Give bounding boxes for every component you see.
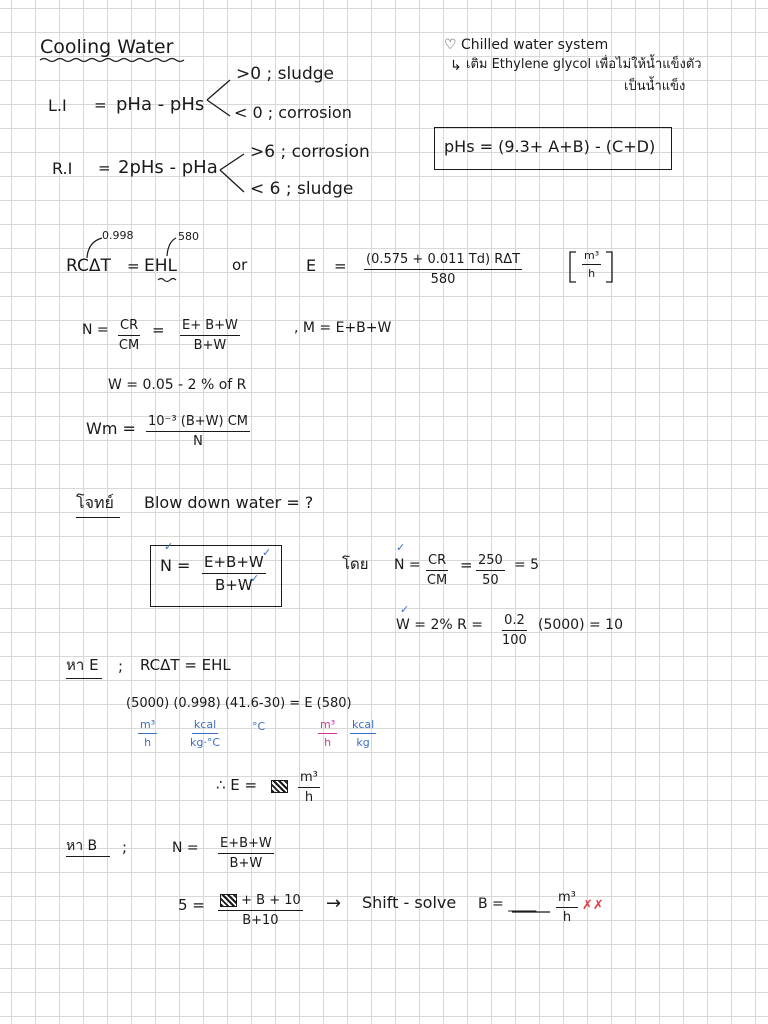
find-b-den: B+W xyxy=(229,856,263,871)
boxed-n-den: B+W xyxy=(215,576,253,594)
given-eq: = xyxy=(460,556,473,574)
boxed-n-label: N = xyxy=(160,556,191,575)
w-equation: W = 0.05 - 2 % of R xyxy=(108,377,247,393)
unit-cp-num: kcal xyxy=(192,718,218,734)
unit-hl-den: kg xyxy=(356,736,370,749)
wm-numerator: 10⁻³ (B+W) CM xyxy=(146,414,250,432)
given-w-den: 100 xyxy=(502,633,527,648)
chilled-water-line2: เป็นน้ำแข็ง xyxy=(624,79,686,94)
problem-question: Blow down water = ? xyxy=(144,493,314,512)
check-mark-2: ✓ xyxy=(262,546,272,559)
ri-expr: 2pHs - pHa xyxy=(118,157,218,178)
e-result-unit-den: h xyxy=(304,790,314,805)
find-b-n-label: N = xyxy=(172,840,199,856)
find-b-underline xyxy=(66,856,110,857)
wm-denominator: N xyxy=(193,434,203,449)
heat-superscript-hl: 580 xyxy=(178,230,199,243)
unit-specific-heat xyxy=(190,718,220,749)
evap-unit-den: h xyxy=(588,267,596,280)
find-b-solve-den: B+10 xyxy=(242,913,279,928)
chilled-water-heading: ♡ Chilled water system xyxy=(444,37,609,53)
find-e-equation: RCΔT = EHL xyxy=(140,656,231,674)
given-cr-value: 250 xyxy=(476,553,505,571)
given-w-rest: (5000) = 10 xyxy=(538,617,623,633)
unit-evap-num: m³ xyxy=(318,718,337,734)
find-e-underline xyxy=(66,678,102,679)
unit-evap-den: h xyxy=(324,736,332,749)
n-cr: CR xyxy=(118,318,140,336)
wm-label: Wm = xyxy=(86,419,136,438)
given-cr: CR xyxy=(426,553,448,571)
find-b-unit xyxy=(556,890,578,925)
given-w-fraction xyxy=(502,613,527,648)
find-b-lhs: 5 = xyxy=(178,896,205,914)
n-fraction-concentration xyxy=(118,318,140,353)
chilled-water-line1: เติม Ethylene glycol เพื่อไม่ให้น้ำแข็งตัว xyxy=(466,57,702,72)
unit-flow-num: m³ xyxy=(138,718,157,734)
ri-label: R.I xyxy=(52,159,73,178)
answer-star-mark: ✗✗ xyxy=(582,898,604,913)
n-eq2: = xyxy=(152,321,165,339)
unit-temperature: °C xyxy=(252,720,266,733)
find-b-unit-num: m³ xyxy=(556,890,578,908)
evap-unit-num: m³ xyxy=(582,249,601,265)
given-concentration-fraction xyxy=(426,553,448,588)
boxed-n-num: E+B+W xyxy=(202,553,266,574)
evap-unit xyxy=(582,249,601,280)
given-w-num: 0.2 xyxy=(502,613,527,631)
find-b-fraction xyxy=(218,836,274,871)
e-result-unit xyxy=(298,770,320,805)
problem-label-underline xyxy=(76,517,120,518)
unit-evap-flow xyxy=(318,718,337,749)
find-b-sep: ; xyxy=(122,838,128,856)
find-e-sep: ; xyxy=(118,657,124,675)
find-b-shift-solve: Shift - solve xyxy=(362,893,457,912)
evap-denominator: 580 xyxy=(430,272,456,287)
li-branch-bottom: < 0 ; corrosion xyxy=(234,103,352,122)
li-expr: pHa - pHs xyxy=(116,94,205,115)
e-result-hatch xyxy=(271,780,288,793)
given-by: โดย xyxy=(342,555,369,573)
n-label: N = xyxy=(82,322,109,338)
n-flow-den: B+W xyxy=(193,338,227,353)
n-cm: CM xyxy=(118,338,140,353)
li-eq: = xyxy=(94,96,107,114)
find-e-values: (5000) (0.998) (41.6-30) = E (580) xyxy=(126,696,352,711)
find-b-unit-den: h xyxy=(562,910,572,925)
given-cm-value: 50 xyxy=(482,573,499,588)
unit-hl-num: kcal xyxy=(350,718,376,734)
li-branch-top: >0 ; sludge xyxy=(236,64,334,84)
evap-numerator: (0.575 + 0.011 Td) RΔT xyxy=(364,252,522,270)
chilled-water-arrow: ↳ xyxy=(450,58,462,74)
ri-eq: = xyxy=(98,159,111,177)
given-w-label: W = 2% R = xyxy=(396,617,484,633)
check-mark-n: ✓ xyxy=(396,541,406,554)
heat-eq: = xyxy=(127,257,140,275)
ri-branch-bottom: < 6 ; sludge xyxy=(250,179,354,199)
check-mark-1: ✓ xyxy=(164,540,174,553)
unit-flow-den: h xyxy=(144,736,152,749)
evap-eq: = xyxy=(334,257,347,275)
unit-latent-heat xyxy=(350,718,376,749)
e-result-prefix: ∴ E = xyxy=(216,776,258,794)
check-mark-w: ✓ xyxy=(400,603,410,616)
phs-formula: pHs = (9.3+ A+B) - (C+D) xyxy=(444,137,656,156)
check-mark-3: ✓ xyxy=(250,572,260,585)
given-n-label: N = xyxy=(394,557,421,573)
given-cm: CM xyxy=(426,573,448,588)
find-b-hatch xyxy=(220,894,237,907)
heat-rhs: EHL xyxy=(144,256,177,276)
n-fraction-flow xyxy=(180,318,240,353)
wm-fraction xyxy=(146,414,250,449)
heat-lhs: RCΔT xyxy=(66,256,111,276)
find-e-label: หา E xyxy=(66,656,99,674)
heat-superscript-cp: 0.998 xyxy=(102,229,134,242)
find-b-label: หา B xyxy=(66,838,98,854)
evap-fraction xyxy=(364,252,522,287)
find-b-num-text: + B + 10 xyxy=(241,893,301,908)
m-equation: , M = E+B+W xyxy=(294,320,392,336)
find-b-solve-num xyxy=(218,893,303,911)
e-result-unit-num: m³ xyxy=(298,770,320,788)
find-b-arrow: → xyxy=(326,893,342,914)
page-title: Cooling Water xyxy=(40,36,174,58)
given-n-result: = 5 xyxy=(514,557,540,573)
find-b-num: E+B+W xyxy=(218,836,274,854)
unit-flow xyxy=(138,718,157,749)
n-flow-num: E+ B+W xyxy=(180,318,240,336)
given-ratio-fraction xyxy=(476,553,505,588)
heat-or: or xyxy=(232,256,248,274)
evap-label: E xyxy=(306,256,317,275)
ri-branch-top: >6 ; corrosion xyxy=(250,142,370,162)
li-label: L.I xyxy=(48,96,67,115)
problem-label: โจทย์ xyxy=(76,493,114,512)
find-b-solve-fraction xyxy=(218,893,303,928)
unit-cp-den: kg·°C xyxy=(190,736,221,749)
find-b-result: B = ____ xyxy=(478,896,537,912)
